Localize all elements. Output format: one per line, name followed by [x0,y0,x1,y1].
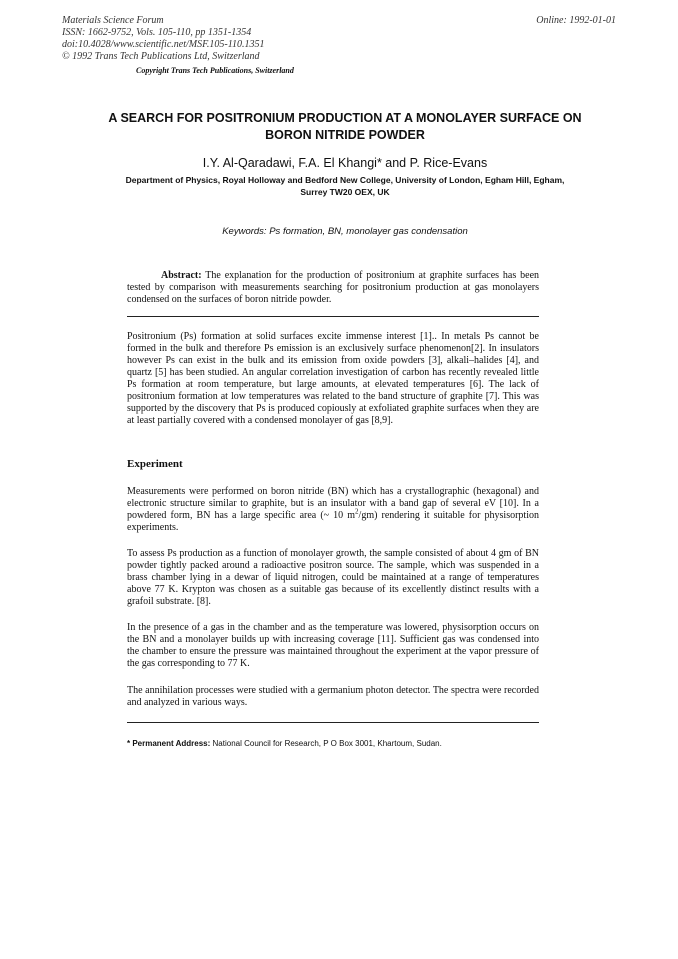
abstract-label: Abstract: [161,270,202,281]
section-heading-experiment: Experiment [127,458,183,470]
issn-line: ISSN: 1662-9752, Vols. 105-110, pp 1351-1354 [62,27,252,38]
paper-title: A SEARCH FOR POSITRONIUM PRODUCTION AT A MONOLAYER SURFACE ON BORON NITRIDE POWDER [108,111,582,142]
abstract [127,270,539,306]
footnote-text: National Council for Research, P O Box 3001, Khartoum, Sudan. [212,739,442,748]
experiment-paragraph-4: The annihilation processes were studied with a germanium photon detector. The spectra were recorded and analyzed in various ways. [127,685,539,708]
exp-p1-text-b: /gm) rendering it suitable for physisorption experiments. [127,510,539,533]
footnote-label: * Permanent Address: [127,739,211,748]
exp-p1-text-a: Measurements were performed on boron nitride (BN) which has a crystallographic (hexagonal) and electronic structure similar to graphite, but is an insulator with a band gap of several eV [10]. In a powdered form, BN has a large specific area (~ 10 m [127,486,539,521]
publication-info [62,15,265,63]
keywords-text: Ps formation, BN, monolayer gas condensation [269,226,468,237]
online-date: Online: 1992-01-01 [536,15,616,26]
doi-line: doi:10.4028/www.scientific.net/MSF.105-110.1351 [62,39,265,50]
copyright-line: © 1992 Trans Tech Publications Ltd, Switzerland [62,51,260,62]
intro-paragraph: Positronium (Ps) formation at solid surfaces excite immense interest [1].. In metals Ps cannot be formed in the bulk and therefore Ps emission is an exclusively surface phenomenon[2]. In insulators however Ps can exist in the bulk and its emission from oxide powders [3], alkali–halides [4], and quartz [5] has been studied. An angular correlation investigation of carbon has recently revealed little Ps formation at room temperature, but large amounts, at elevated temperatures [6]. The lack of positronium formation at low temperatures was related to the band structure of graphite [7]. This was supported by the discovery that Ps is produced copiously at exfoliated graphite surfaces when they are at least partially covered with a condensed monolayer of gas [8,9]. [127,331,539,426]
experiment-paragraph-2: To assess Ps production as a function of monolayer growth, the sample consisted of about 4 gm of BN powder tightly packed around a radioactive positron source. The sample, which was suspended in a brass chamber lying in a dewar of liquid nitrogen, could be maintained at a range of temperatures above 77 K. Krypton was chosen as a suitable gas because of its excellently distinct results with a grafoil substrate. [8]. [127,548,539,607]
experiment-paragraph-3: In the presence of a gas in the chamber and as the temperature was lowered, physisorption occurs on the BN and a monolayer builds up with increasing coverage [11]. Sufficient gas was condensed into the chamber to ensure the pressure was maintained throughout the experiment at the vapor pressure of the gas corresponding to 77 K. [127,622,539,669]
copyright-stamp: Copyright Trans Tech Publications, Switzerland [136,66,294,75]
exp-p1-superscript: 2 [355,507,359,516]
abstract-text: The explanation for the production of positronium at graphite surfaces has been tested by comparison with measurements searching for positronium production at gas monolayers condensed on the surfaces of boron nitride powder. [127,270,540,305]
keywords-line [100,226,590,237]
experiment-paragraph-1 [127,486,539,534]
divider-rule [127,316,539,317]
keywords-label: Keywords: [222,226,267,237]
footnote-rule [127,722,539,723]
footnote [127,739,539,748]
journal-name: Materials Science Forum [62,15,164,26]
paper-authors: I.Y. Al-Qaradawi, F.A. El Khangi* and P. Rice-Evans [202,156,488,170]
author-affiliation: Department of Physics, Royal Holloway and Bedford New College, University of London, Egham Hill, Egham, Surrey TW20 OEX, UK [125,175,565,197]
